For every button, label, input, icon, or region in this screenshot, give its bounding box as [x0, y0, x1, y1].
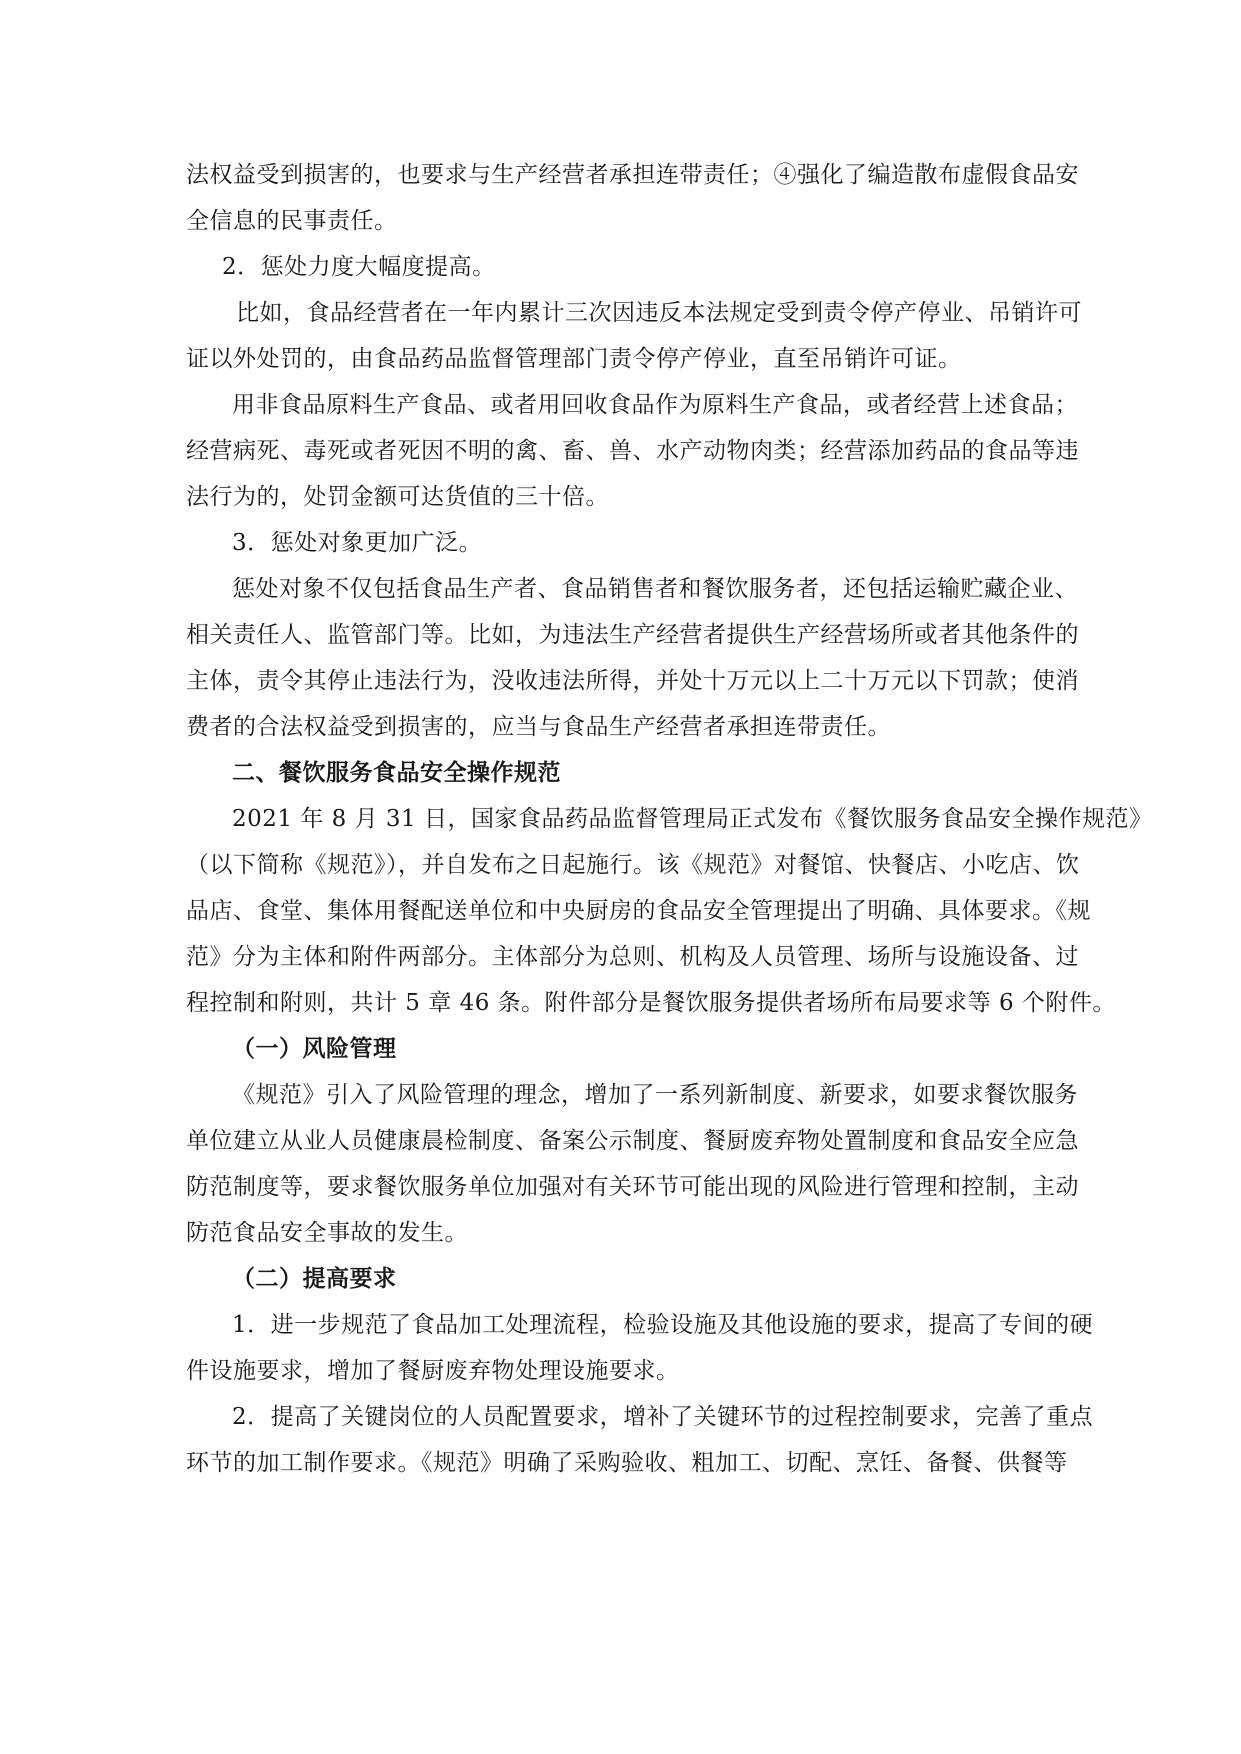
text-line: 2．惩处力度大幅度提高。 — [222, 254, 496, 280]
text-line: 环节的加工制作要求。《规范》明确了采购验收、粗加工、切配、烹饪、备餐、供餐等 — [186, 1450, 1068, 1476]
text-line: 程控制和附则，共计 5 章 46 条。附件部分是餐饮服务提供者场所布局要求等 6 个附件。 — [186, 990, 1116, 1016]
text-line: 单位建立从业人员健康晨检制度、备案公示制度、餐厨废弃物处置制度和食品安全应急 — [186, 1128, 1079, 1154]
text-line: 用非食品原料生产食品、或者用回收食品作为原料生产食品，或者经营上述食品； — [232, 392, 1078, 418]
text-line: 3．惩处对象更加广泛。 — [232, 530, 483, 556]
text-line: 法权益受到损害的，也要求与生产经营者承担连带责任；④强化了编造散布虚假食品安 — [186, 162, 1079, 188]
section-heading: 二、餐饮服务食品安全操作规范 — [232, 760, 561, 786]
text-line: 防范制度等，要求餐饮服务单位加强对有关环节可能出现的风险进行管理和控制，主动 — [186, 1174, 1079, 1200]
section-heading: （一）风险管理 — [232, 1036, 397, 1062]
text-line: 品店、食堂、集体用餐配送单位和中央厨房的食品安全管理提出了明确、具体要求。《规 — [186, 898, 1091, 924]
text-line: 1．进一步规范了食品加工处理流程，检验设施及其他设施的要求，提高了专间的硬 — [232, 1312, 1094, 1338]
text-line: 防范食品安全事故的发生。 — [186, 1220, 468, 1246]
text-line: 相关责任人、监管部门等。比如，为违法生产经营者提供生产经营场所或者其他条件的 — [186, 622, 1079, 648]
text-line: 法行为的，处罚金额可达货值的三十倍。 — [186, 484, 609, 510]
section-heading: （二）提高要求 — [232, 1266, 397, 1292]
text-line: 费者的合法权益受到损害的，应当与食品生产经营者承担连带责任。 — [186, 714, 891, 740]
text-line: 比如，食品经营者在一年内累计三次因违反本法规定受到责令停产停业、吊销许可 — [236, 300, 1082, 326]
text-line: 2．提高了关键岗位的人员配置要求，增补了关键环节的过程控制要求，完善了重点 — [232, 1404, 1094, 1430]
text-line: 主体，责令其停止违法行为，没收违法所得，并处十万元以上二十万元以下罚款；使消 — [186, 668, 1079, 694]
text-line: 范》分为主体和附件两部分。主体部分为总则、机构及人员管理、场所与设施设备、过 — [186, 944, 1079, 970]
document-page — [186, 152, 1153, 1486]
text-line: 经营病死、毒死或者死因不明的禽、畜、兽、水产动物肉类；经营添加药品的食品等违 — [186, 438, 1079, 464]
text-line: 《规范》引入了风险管理的理念，增加了一系列新制度、新要求，如要求餐饮服务 — [232, 1082, 1078, 1108]
text-line: 全信息的民事责任。 — [186, 208, 398, 234]
text-line: 惩处对象不仅包括食品生产者、食品销售者和餐饮服务者，还包括运输贮藏企业、 — [232, 576, 1078, 602]
text-line: 2021 年 8 月 31 日，国家食品药品监督管理局正式发布《餐饮服务食品安全操作规范》 — [232, 806, 1153, 832]
text-line: （以下简称《规范》），并自发布之日起施行。该《规范》对餐馆、快餐店、小吃店、饮 — [186, 852, 1080, 878]
text-line: 证以外处罚的，由食品药品监督管理部门责令停产停业，直至吊销许可证。 — [186, 346, 962, 372]
text-line: 件设施要求，增加了餐厨废弃物处理设施要求。 — [186, 1358, 680, 1384]
